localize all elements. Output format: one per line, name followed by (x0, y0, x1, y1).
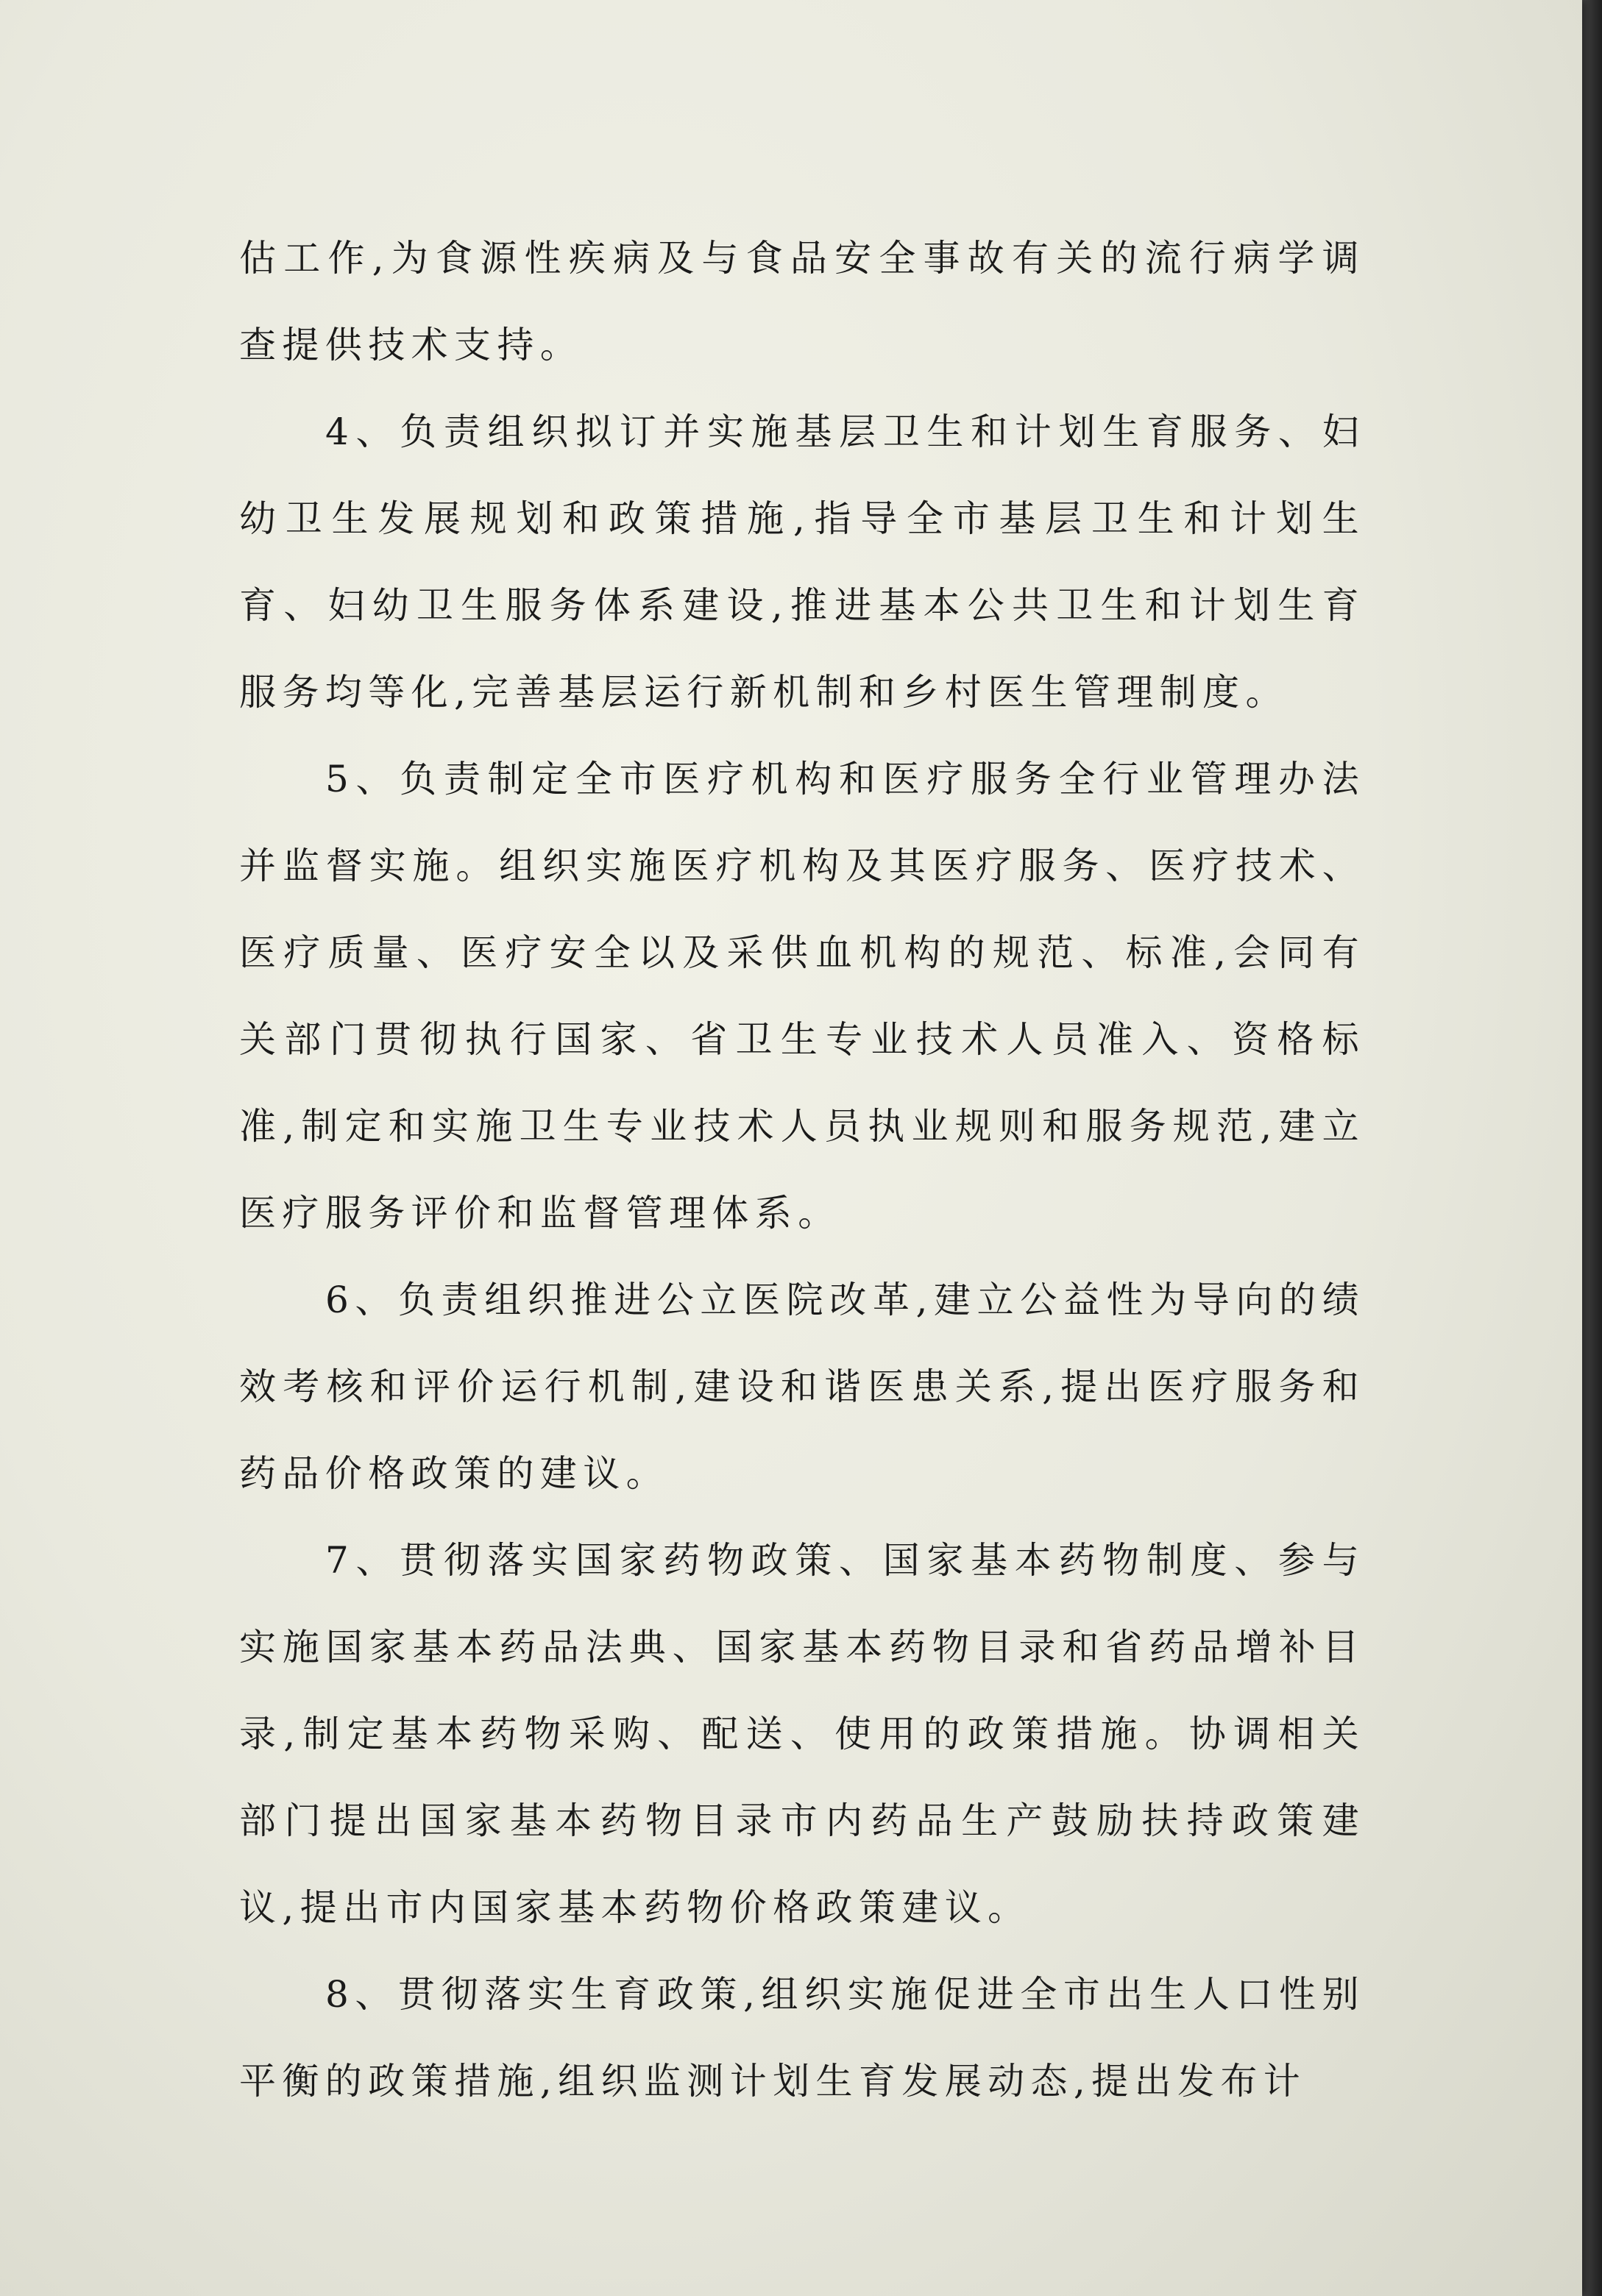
document-body (239, 215, 1365, 2125)
paragraph-continuation: 估工作,为食源性疾病及与食品安全事故有关的流行病学调查提供技术支持。 (239, 237, 1365, 366)
paragraph-item-5: 5、负责制定全市医疗机构和医疗服务全行业管理办法并监督实施。组织实施医疗机构及其医疗服务、医疗技术、医疗质量、医疗安全以及采供血机构的规范、标准,会同有关部门贯彻执行国家、省卫生专业技术人员准入、资格标准,制定和实施卫生专业技术人员执业规则和服务规范,建立医疗服务评价和监督管理体系。 (239, 758, 1365, 1234)
paragraph-item-7: 7、贯彻落实国家药物政策、国家基本药物制度、参与实施国家基本药品法典、国家基本药物目录和省药品增补目录,制定基本药物采购、配送、使用的政策措施。协调相关部门提出国家基本药物目录市内药品生产鼓励扶持政策建议,提出市内国家基本药物价格政策建议。 (239, 1539, 1365, 1929)
paragraph-item-8: 8、贯彻落实生育政策,组织实施促进全市出生人口性别平衡的政策措施,组织监测计划生育发展动态,提出发布计 (239, 1973, 1365, 2103)
paragraph-item-4: 4、负责组织拟订并实施基层卫生和计划生育服务、妇幼卫生发展规划和政策措施,指导全市基层卫生和计划生育、妇幼卫生服务体系建设,推进基本公共卫生和计划生育服务均等化,完善基层运行新机制和乡村医生管理制度。 (239, 410, 1365, 714)
paragraph-item-6: 6、负责组织推进公立医院改革,建立公益性为导向的绩效考核和评价运行机制,建设和谐医患关系,提出医疗服务和药品价格政策的建议。 (239, 1279, 1365, 1495)
